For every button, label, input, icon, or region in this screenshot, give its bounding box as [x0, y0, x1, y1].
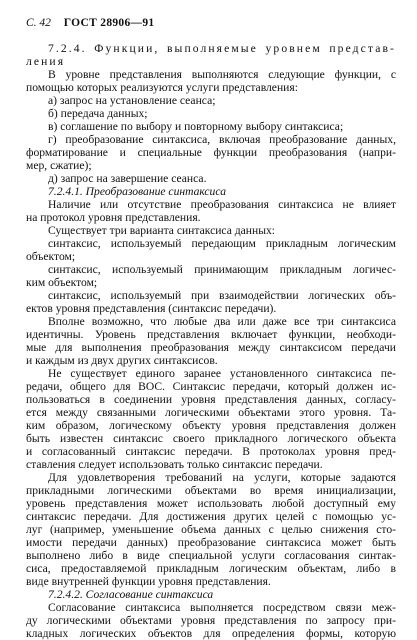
list-item: в) соглашение по выбору и повторному выбору синтаксиса; [48, 120, 344, 133]
text-line: Согласование синтаксиса выполняется посредством связи меж- [48, 601, 396, 614]
text-line: уровень представления может использовать любой доступный ему [26, 497, 396, 510]
list-item: д) запрос на завершение сеанса. [48, 172, 207, 185]
text-line: Вполне возможно, что любые два или даже все три синтаксиса [48, 315, 396, 328]
text-line: луг (например, уменьшение объема данных с целью снижения сто- [26, 523, 396, 536]
list-item: синтаксис, используемый принимающим прикладным логичес- [48, 263, 396, 276]
text-line: быть известен синтаксис своего прикладного логического объекта [26, 432, 396, 445]
section-heading: 7.2.4. Функции, выполняемые уровнем представ- [48, 42, 396, 55]
text-line: виде внутренней функции уровня представления. [26, 575, 271, 588]
list-item: синтаксис, используемый передающим прикладным логическим [48, 237, 396, 250]
text-line: кладных логических объектов для определения формы, которую [26, 627, 396, 640]
text-line: имости передачи данных) преобразование синтаксиса может быть [26, 536, 396, 549]
text-line: ду логическими объектами уровня представления по запросу при- [26, 614, 396, 627]
text-line: В уровне представления выполняются следующие функции, с [48, 68, 396, 81]
list-item: а) запрос на установление сеанса; [48, 94, 216, 107]
text-line: сиса, предоставляемой прикладным логическим объектам, либо в [26, 562, 396, 575]
subsection-heading: 7.2.4.2. Согласование синтаксиса [48, 588, 214, 601]
list-item-cont: ким объектом; [26, 276, 98, 289]
text-line: пользоваться в соединении уровня представления данных, согласу- [26, 393, 396, 406]
list-item: синтаксис, используемый при взаимодействии логических объ- [48, 289, 396, 302]
standard-designation: ГОСТ 28906—91 [63, 17, 155, 29]
text-line: Существует три варианта синтаксиса данных: [48, 224, 276, 237]
text-line: помощью которых реализуются услуги представления: [26, 81, 298, 94]
text-line: идентичны. Уровень представления включает функции, необходи- [26, 328, 396, 341]
text-line: ким образом, логическому объекту уровня представления должен [26, 419, 396, 432]
text-line: на протокол уровня представления. [26, 211, 201, 224]
text-line: Не существует единого заранее установленного синтаксиса пе- [48, 367, 396, 380]
list-item-cont: ектов уровня представления (синтаксис передачи). [26, 302, 277, 315]
list-item: б) передача данных; [48, 107, 148, 120]
text-line: мые для выполнения преобразования между синтаксисом передачи [26, 341, 396, 354]
list-item-cont: форматирование и специальные функции преобразования (напри- [26, 146, 396, 159]
text-line: синтаксис передачи. Для достижения других целей с помощью ус- [26, 510, 396, 523]
text-line: Наличие или отсутствие преобразования синтаксиса не влияет [48, 198, 396, 211]
subsection-heading: 7.2.4.1. Преобразование синтаксиса [48, 185, 226, 198]
text-line: Для удовлетворения требований на услуги, которые задаются [48, 471, 396, 484]
text-line: и каждым из двух других синтаксисов. [26, 354, 218, 367]
text-line: выполнено либо в виде специальной услуги согласования синтак- [26, 549, 396, 562]
page-header [26, 16, 154, 30]
list-item-cont: объектом; [26, 250, 76, 263]
body-text [26, 42, 396, 640]
page-number: С. 42 [26, 17, 51, 29]
list-item-cont: мер, сжатие); [26, 159, 92, 172]
text-line: прикладными логическими объектами во время инициализации, [26, 484, 396, 497]
section-heading-cont: ления [26, 55, 66, 68]
text-line: редачи, общего для ВОС. Синтаксис передачи, который должен ис- [26, 380, 396, 393]
text-line: ется между связанными логическими объектами этого уровня. Та- [26, 406, 396, 419]
text-line: ставления следует использовать только синтаксис передачи. [26, 458, 323, 471]
list-item: г) преобразование синтаксиса, включая преобразование данных, [48, 133, 396, 146]
text-line: и согласованный синтаксис передачи. В протоколах уровня пред- [26, 445, 396, 458]
